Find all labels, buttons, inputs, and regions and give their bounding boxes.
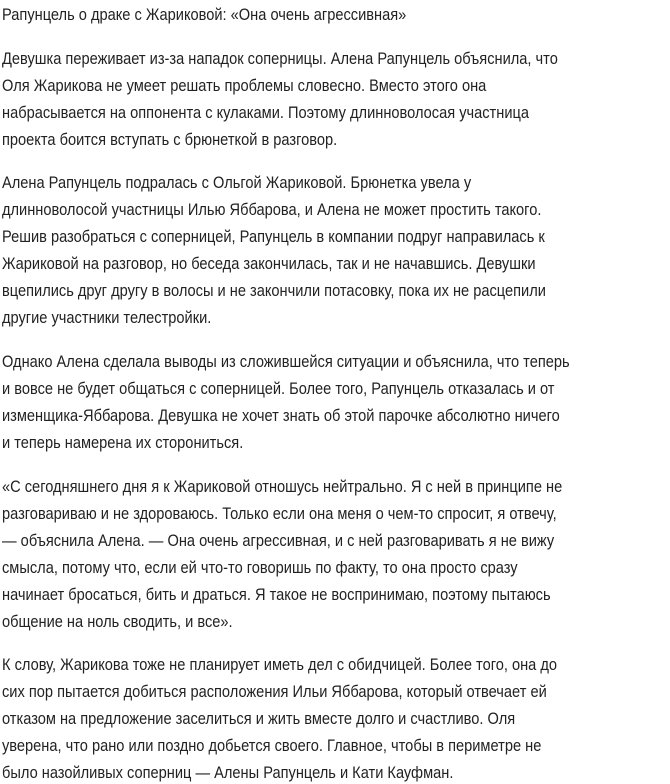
paragraph-line: проекта боится вступать с брюнеткой в разговор. xyxy=(2,130,338,149)
paragraph-line: длинноволосой участницы Илью Яббарова, и Алена не может простить такого. xyxy=(2,200,542,219)
paragraph-line: отказом на предложение заселиться и жить вместе долго и счастливо. Оля xyxy=(2,709,516,728)
paragraph-line: Девушка переживает из-за нападок соперницы. Алена Рапунцель объяснила, что xyxy=(2,49,558,68)
paragraph-line: «С сегодняшнего дня я к Жариковой отношусь нейтрально. Я с ней в принципе не xyxy=(2,477,563,496)
paragraph-line: Однако Алена сделала выводы из сложившейся ситуации и объяснила, что теперь xyxy=(2,352,570,371)
paragraph-line: Алена Рапунцель подралась с Ольгой Жариковой. Брюнетка увела у xyxy=(2,173,472,192)
paragraph-line: уверена, что рано или поздно добьется своего. Главное, чтобы в периметре не xyxy=(2,736,542,755)
article-title: Рапунцель о драке с Жариковой: «Она очень агрессивная» xyxy=(2,5,407,24)
paragraph-line: Решив разобраться с соперницей, Рапунцель в компании подруг направилась к xyxy=(2,227,545,246)
paragraph-line: сих пор пытается добиться расположения Ильи Яббарова, который отвечает ей xyxy=(2,682,547,701)
paragraph-line: Оля Жарикова не умеет решать проблемы словесно. Вместо этого она xyxy=(2,76,487,95)
paragraph-line: общение на ноль сводить, и все». xyxy=(2,612,233,631)
paragraph-line: начинает бросаться, бить и драться. Я такое не воспринимаю, поэтому пытаюсь xyxy=(2,585,551,604)
paragraph-line: — объяснила Алена. — Она очень агрессивная, и с ней разговаривать я не вижу xyxy=(2,531,555,550)
paragraph-line: другие участники телестройки. xyxy=(2,308,212,327)
paragraph-line: Жариковой на разговор, но беседа закончилась, так и не начавшись. Девушки xyxy=(2,254,536,273)
paragraph-line: К слову, Жарикова тоже не планирует иметь дел с обидчицей. Более того, она до xyxy=(2,655,558,674)
paragraph-line: было назойливых соперниц — Алены Рапунцель и Кати Кауфман. xyxy=(2,763,454,782)
paragraph-line: и теперь намерена их сторониться. xyxy=(2,433,244,452)
paragraph-line: разговариваю и не здороваюсь. Только если она меня о чем-то спросит, я отвечу, xyxy=(2,504,557,523)
paragraph-line: набрасывается на оппонента с кулаками. Поэтому длинноволосая участница xyxy=(2,103,530,122)
paragraph-line: смысла, потому что, если ей что-то говоришь по факту, то она просто сразу xyxy=(2,558,518,577)
paragraph-line: и вовсе не будет общаться с соперницей. Более того, Рапунцель отказалась и от xyxy=(2,379,555,398)
paragraph-line: изменщика-Яббарова. Девушка не хочет знать об этой парочке абсолютно ничего xyxy=(2,406,560,425)
paragraph-line: вцепились друг другу в волосы и не закончили потасовку, пока их не расцепили xyxy=(2,281,546,300)
